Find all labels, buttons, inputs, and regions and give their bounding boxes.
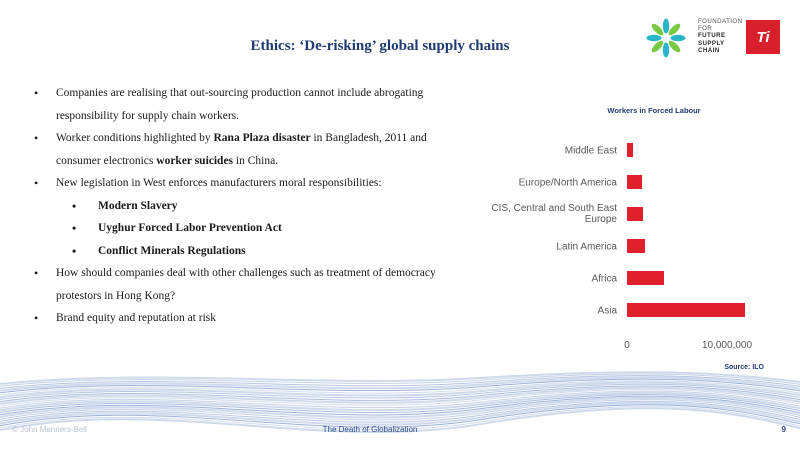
- bullet-legislation: • New legislation in West enforces manufacturers moral responsibilities:: [34, 172, 444, 195]
- bar: [627, 143, 633, 157]
- bullet-list: [34, 82, 444, 330]
- bar: [627, 271, 664, 285]
- wave-decoration: [0, 360, 800, 450]
- footer-copyright: © John Manners-Bell: [12, 425, 87, 434]
- chart-title: Workers in Forced Labour: [607, 106, 701, 115]
- slide-title: Ethics: ‘De-risking’ global supply chains: [250, 38, 510, 54]
- bullet-democracy-protestors: • How should companies deal with other challenges such as treatment of democracy protestors in Hong Kong?: [34, 262, 444, 307]
- worker-suicides-text: worker suicides: [156, 154, 234, 167]
- sub-bullet-modern-slavery: • Modern Slavery: [34, 195, 444, 218]
- foundation-logo: [638, 14, 758, 64]
- x-tick-label: 0: [624, 340, 630, 351]
- bullet-outsourcing: • Companies are realising that out-sourcing production cannot include abrogating responsibility for supply chain workers.: [34, 82, 444, 127]
- rana-plaza-text: Rana Plaza disaster: [213, 132, 311, 144]
- category-label: Europe/North America: [518, 177, 617, 189]
- bar: [627, 239, 645, 253]
- category-label: CIS, Central and South East Europe: [491, 203, 617, 225]
- chart-source: Source: ILO: [724, 364, 764, 371]
- category-label: Middle East: [564, 145, 617, 157]
- page-number: 9: [781, 425, 786, 434]
- sub-bullet-uyghur-act: • Uyghur Forced Labor Prevention Act: [34, 217, 444, 240]
- category-label: Asia: [597, 305, 617, 317]
- footer-title: The Death of Globalization: [322, 425, 418, 434]
- bar: [627, 207, 643, 221]
- x-tick-label: 10,000,000: [701, 340, 753, 351]
- bar: [627, 303, 745, 317]
- flower-icon: [644, 16, 688, 60]
- bullet-worker-conditions: • Worker conditions highlighted by Rana Plaza disaster in Bangladesh, 2011 and consumer electronics worker suicides in China.: [34, 127, 444, 172]
- ti-logo: Ti: [746, 20, 780, 54]
- forced-labour-chart: [470, 96, 790, 376]
- bullet-brand-equity: • Brand equity and reputation at risk: [34, 307, 444, 330]
- category-label: Latin America: [556, 241, 617, 253]
- bar: [627, 175, 642, 189]
- sub-bullet-conflict-minerals: • Conflict Minerals Regulations: [34, 240, 444, 263]
- foundation-logo-text: FOUNDATION FOR FUTURE SUPPLY CHAIN: [698, 18, 743, 54]
- category-label: Africa: [591, 273, 617, 285]
